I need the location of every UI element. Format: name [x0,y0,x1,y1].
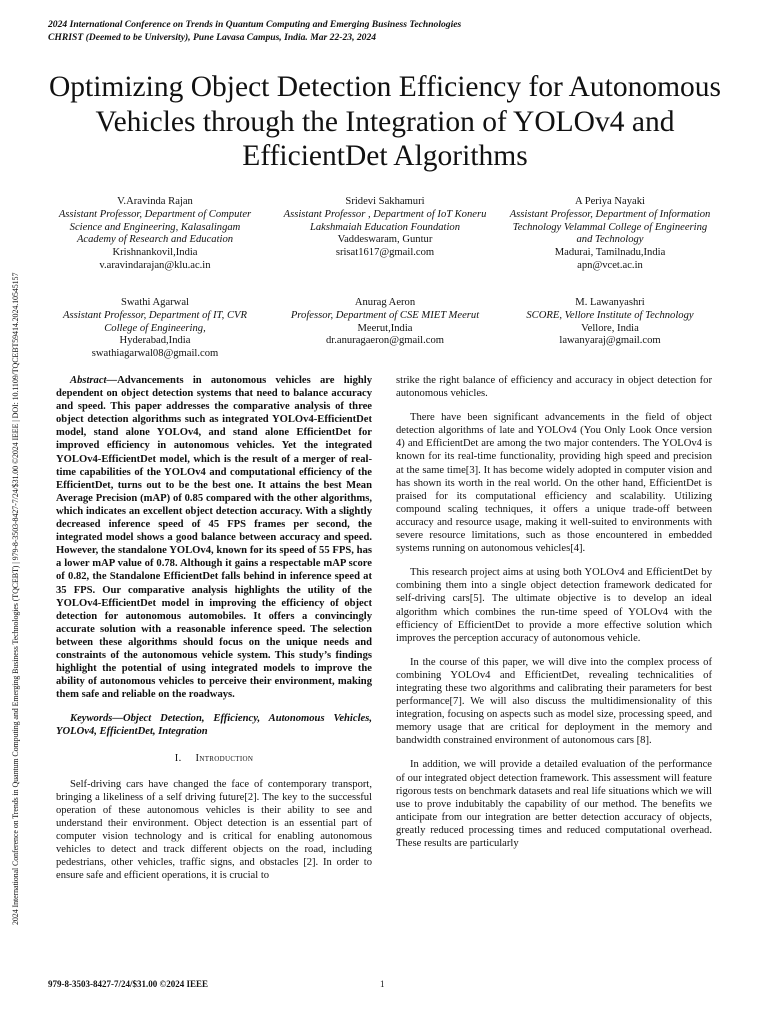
author-name: M. Lawanyashri [575,297,645,308]
author-email: swathiagarwal08@gmail.com [91,348,219,360]
author-location: Madurai, Tamilnadu,India [554,247,666,259]
body-paragraph: strike the right balance of efficiency and accuracy in object detection for autonomous vehicles. [396,375,712,400]
author-location: Hyderabad,India [119,335,191,347]
author-location: Vellore, India [581,322,639,334]
author-location: Krishnankovil,India [112,247,198,259]
side-doi-text: 2024 International Conference on Trends in Quantum Computing and Emerging Business Technologies (TQCEBT) | 979-8-3503-8427-7/24/$31.00 ©2024 IEEE | DOI: 10.1109/TQCEBT59414.2024.10545157 [11,272,20,925]
author-name: A Periya Nayaki [574,196,646,207]
author-name: Sridevi Sakhamuri [345,196,425,207]
body-paragraph: There have been significant advancements in the field of object detection algorithms of late and YOLOv4 (You Only Look Once version 4) and EfficientDet are among the two major contenders. The YOLOv4 is known for its real-time functionality, providing high speed and precision at the same time[3]. It has become widely adopted in computer vision and has shown its worth in the real world. On the other hand, EfficientDet is praised for its computational efficiency and scalability. Utilizing compound scaling techniques, it offers a unique trade-off between accuracy and resource usage, making it well-suited to environments with severe resource limitations, such as those encountered in embedded systems running on autonomous vehicles[4]. [396,412,712,555]
author-email: dr.anuragaeron@gmail.com [325,335,444,347]
author-block [50,196,260,273]
body-paragraph: In the course of this paper, we will dive into the complex process of combining YOLOv4 and EfficientDet, revealing technicalities of integrating these two algorithms and calibrating their parameters for best performance[7]. We will also discuss the multidimensionality of this integration, focusing on aspects such as model size, processing speed, and memory usage that are critical for deployment in the memory and bandwidth constrained environment of autonomous cars [8]. [396,656,712,747]
side-doi-strip [8,100,24,925]
author-name: Anurag Aeron [354,297,416,308]
author-email: srisat1617@gmail.com [335,247,435,259]
author-email: v.aravindarajan@klu.ac.in [99,259,211,271]
author-affiliation: Assistant Professor, Department of Computer Science and Engineering, Kalasalingam Academy of Research and Education [58,208,252,246]
keywords: Keywords—Object Detection, Efficiency, Autonomous Vehicles, YOLOv4, EfficientDet, Integration [56,713,372,738]
author-affiliation: Assistant Professor, Department of Information Technology Velammal College of Engineering and Technology [509,208,711,246]
paper-title: Optimizing Object Detection Efficiency for Autonomous Vehicles through the Integration of YOLOv4 and EfficientDet Algorithms [48,71,722,172]
author-block [505,297,715,348]
author-affiliation: Assistant Professor, Department of IT, CVR College of Engineering, [63,309,247,334]
author-name: Swathi Agarwal [121,297,189,308]
author-email: apn@vcet.ac.in [577,259,643,271]
page-number: 1 [380,979,385,989]
abstract [56,374,372,701]
abstract-text: Advancements in autonomous vehicles are highly dependent on object detection systems that need to balance accuracy and speed. This paper addresses the comparative analysis of three object detection algorithms such as integrated YOLOv4-EfficientDet model, stand alone YOLOv4, and stand alone EfficientDet for improved efficiency in autonomous vehicles. Yet the integrated YOLOv4-EfficientDet model, which is the result of a merger of real-time capabilities of the YOLOv4 and computational efficiency of the EfficientDet, turns out to be the best one. It attains the best Mean Average Precision (mAP) of 0.85 compared with the other algorithms, which indicates an excellent object detection accuracy. With a slightly decreased inference speed of 45 FPS frames per second, the integrated model shows a good balance between accuracy and speed. However, the standalone YOLOv4, known for its speed of 55 FPS, has a lower mAP value of 0.78. Although it gains a respectable mAP score of 0.82, the Standalone EfficientDet falls behind in inference speed at 35 FPS. Our comparative analysis highlights the utility of the YOLOv4-EfficientDet model in improving the efficiency of object detection for autonomous automobiles. It offers a convincingly accurate solution with a reasonable inference speed. The selection between these algorithms should focus on the unique needs and constraints of the autonomous vehicle system. This study’s findings highlight the potential of using integrated models to improve the ability of autonomous vehicles to perceive their environment, making them safe and reliable on the roadways. [56,375,372,701]
author-affiliation: Professor, Department of CSE MIET Meerut [290,309,480,321]
footer-copyright: 979-8-3503-8427-7/24/$31.00 ©2024 IEEE [48,979,208,989]
left-column [56,374,372,882]
conference-name: 2024 International Conference on Trends in Quantum Computing and Emerging Business Technologies [48,19,462,30]
author-block [280,297,490,348]
section-title: Introduction [195,752,254,764]
conference-header [48,19,461,44]
section-number: I. [174,752,182,764]
section-heading-introduction [56,752,372,765]
author-location: Vaddeswaram, Guntur [337,234,433,246]
body-paragraph: This research project aims at using both YOLOv4 and EfficientDet by combining them into a single object detection framework dedicated for self-driving cars[5]. The ultimate objective is to develop an ideal algorithm which combines the run-time speed of YOLOv4 with the efficiency of EfficientDet to provide a more effective solution which improves the perception accuracy of autonomous vehicle. [396,567,712,644]
body-paragraph: In addition, we will provide a detailed evaluation of the performance of our integrated object detection framework. This assessment will feature rigorous tests on benchmark datasets and real life situations which we will use to prove indubitably the capability of our method. The benefits we anticipate from our integration are better detection accuracy of objects, greatly reduced processing times and reduced computational overhead. These results are particularly [396,759,712,849]
author-name: V.Aravinda Rajan [117,196,193,207]
author-block [505,196,715,273]
author-affiliation: SCORE, Vellore Institute of Technology [526,309,694,321]
author-affiliation: Assistant Professor , Department of IoT Koneru Lakshmaiah Education Foundation [283,208,487,233]
author-email: lawanyaraj@gmail.com [559,335,661,347]
abstract-lead: Abstract— [70,375,118,386]
right-column [396,374,712,850]
conference-venue: CHRIST (Deemed to be University), Pune Lavasa Campus, India. Mar 22-23, 2024 [48,31,377,43]
body-paragraph: Self-driving cars have changed the face of contemporary transport, bringing a likeliness of a self driving future[2]. The key to the successful operation of these autonomous vehicles is their ability to see and understand their environment. Object detection is an essential part of computer vision technology and is critical for enabling autonomous vehicles to detect and track different objects on the road, including pedestrians, other vehicles, traffic signs, and obstacles [2]. In order to ensure safe and efficient operations, it is crucial to [56,778,372,882]
author-block [280,196,490,260]
author-location: Meerut,India [357,322,413,334]
author-block [50,297,260,361]
